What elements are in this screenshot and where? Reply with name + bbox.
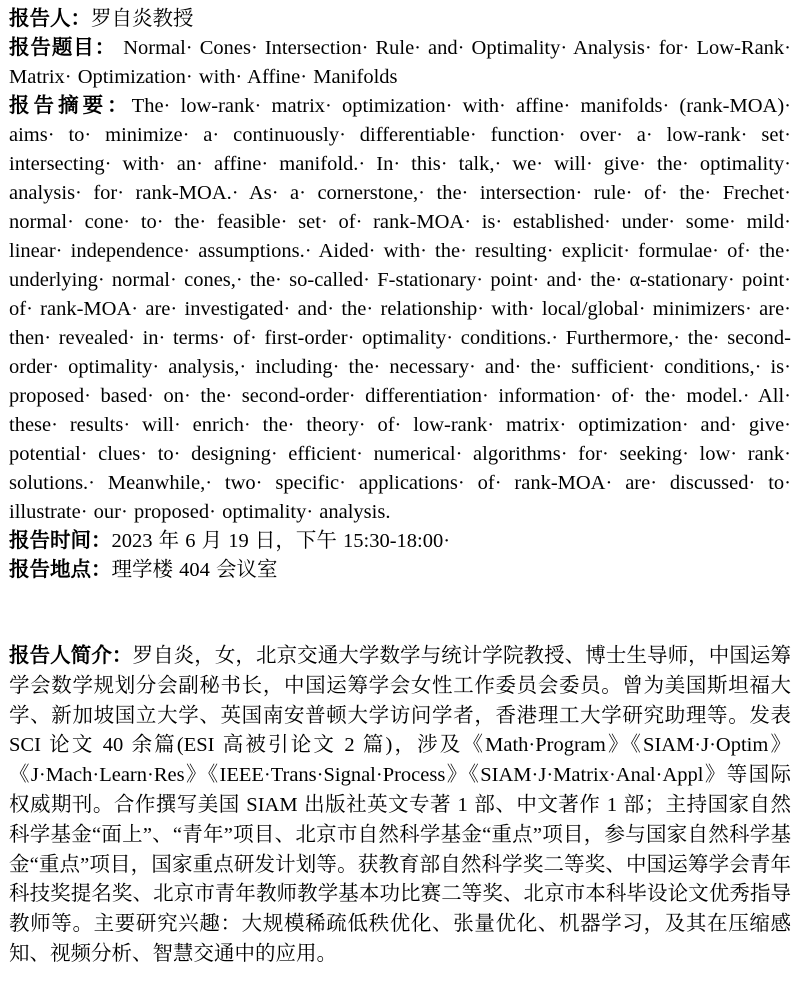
time-line [9, 527, 791, 556]
bio-label: 报告人简介： [9, 645, 133, 667]
abstract-label: 报告摘要： [9, 95, 132, 117]
time-label: 报告时间： [9, 530, 112, 552]
venue-value: 理学楼 404 会议室 [111, 559, 278, 581]
abstract-paragraph [9, 92, 791, 527]
venue-line [9, 556, 791, 585]
talk-title-line [9, 34, 791, 92]
talk-title-value: Normal· Cones· Intersection· Rule· and· Optimality· Analysis· for· Low-Rank· Matrix· Optimization· with· Affine· Manifolds [9, 37, 792, 88]
time-value: 2023 年 6 月 19 日，下午 15:30-18:00· [111, 530, 451, 552]
speaker-line [9, 5, 791, 34]
bio-text: 罗自炎，女，北京交通大学数学与统计学院教授、博士生导师，中国运筹学会数学规划分会副秘书长，中国运筹学会女性工作委员会委员。曾为美国斯坦福大学、新加坡国立大学、英国南安普顿大学访问学者，香港理工大学研究助理等。发表 SCI 论文 40 余篇(ESI 高被引论文 2 篇)，涉及《Math·Program》《SIAM·J·Optim》《J·Mach·Learn·Res》《IEEE·Trans·Signal·Process》《SIAM·J·Matrix·Anal·Appl》等国际权威期刊。合作撰写美国 SIAM 出版社英文专著 1 部、中文著作 1 部；主持国家自然科学基金“面上”、“青年”项目、北京市自然科学基金“重点”项目，参与国家自然科学基金“重点”项目，国家重点研发计划等。获教育部自然科学奖二等奖、中国运筹学会青年科技奖提名奖、北京市青年教师教学基本功比赛二等奖、北京市本科毕设论文优秀指导教师等。主要研究兴趣：大规模稀疏低秩优化、张量优化、机器学习，及其在压缩感知、视频分析、智慧交通中的应用。 [9, 645, 792, 965]
speaker-label: 报告人： [9, 8, 91, 30]
speaker-bio-paragraph [9, 642, 791, 970]
talk-title-label: 报告题目： [9, 37, 117, 59]
speaker-value: 罗自炎教授 [91, 8, 194, 30]
venue-label: 报告地点： [9, 559, 112, 581]
abstract-text: The· low-rank· matrix· optimization· with· affine· manifolds· (rank-MOA)· aims· to· minimize· a· continuously· differentiable· function· over· a· low-rank· set· intersecting· with· an· affine· manifold.· In· this· talk,· we· will· give· the· optimality· analysis· for· rank-MOA.· As· a· cornerstone,· the· intersection· rule· of· the· Frechet· normal· cone· to· the· feasible· set· of· rank-MOA· is· established· under· some· mild· linear· independence· assumptions.· Aided· with· the· resulting· explicit· formulae· of· the· underlying· normal· cones,· the· so-called· F-stationary· point· and· the· α-stationary· point· of· rank-MOA· are· investigated· and· the· relationship· with· local/global· minimizers· are· then· revealed· in· terms· of· first-order· optimality· conditions.· Furthermore,· the· second-order· optimality· analysis,· including· the· necessary· and· the· sufficient· conditions,· is· proposed· based· on· the· second-order· differentiation· information· of· the· model.· All· these· results· will· enrich· the· theory· of· low-rank· matrix· optimization· and· give· potential· clues· to· designing· efficient· numerical· algorithms· for· seeking· low· rank· solutions.· Meanwhile,· two· specific· applications· of· rank-MOA· are· discussed· to· illustrate· our· proposed· optimality· analysis. [9, 95, 791, 523]
